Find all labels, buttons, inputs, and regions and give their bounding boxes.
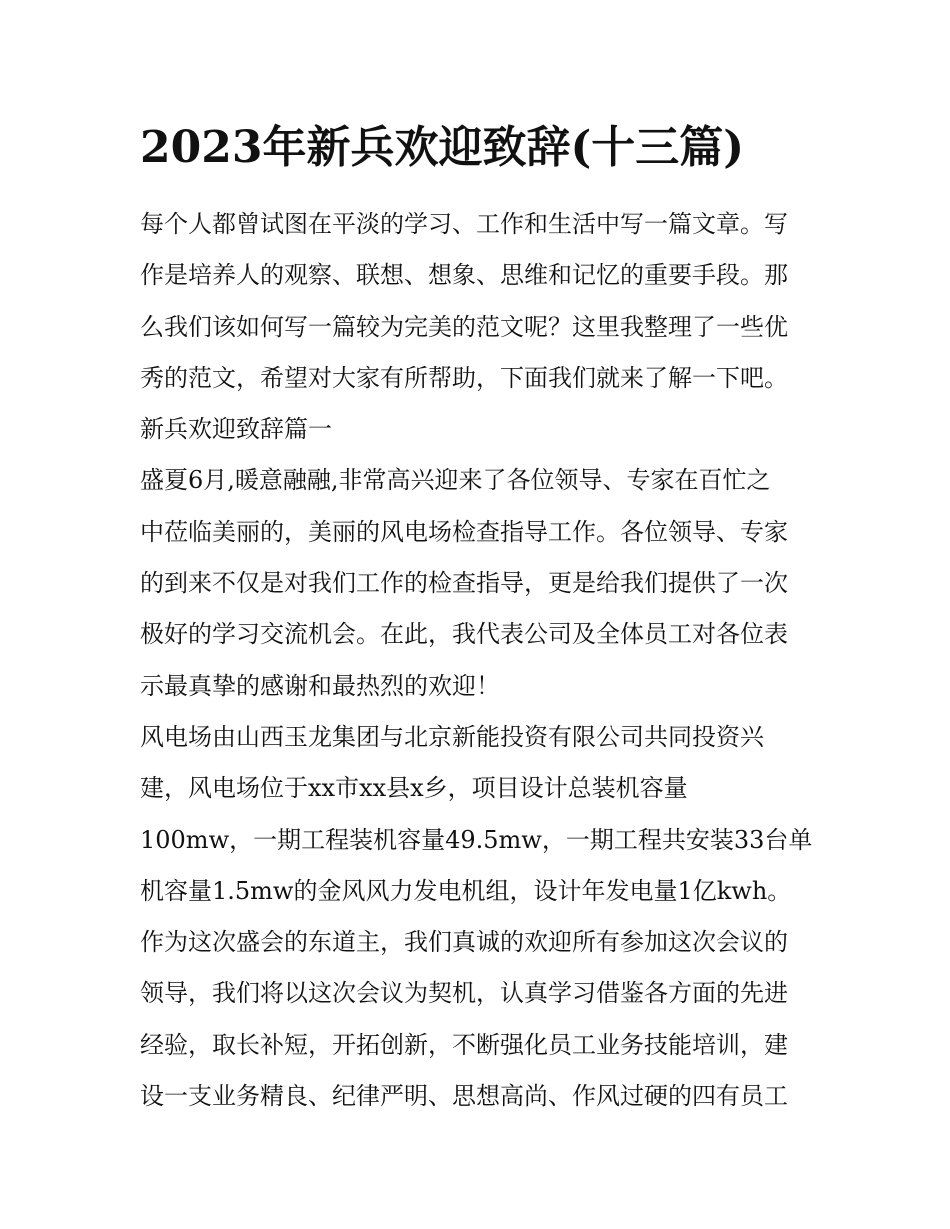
body-line: 作是培养人的观察、联想、想象、思维和记忆的重要手段。那 (140, 261, 788, 290)
body-line: 的到来不仅是对我们工作的检查指导，更是给我们提供了一次 (140, 569, 788, 598)
body-line: 么我们该如何写一篇较为完美的范文呢？这里我整理了一些优 (140, 312, 788, 341)
body-line: 中莅临美丽的，美丽的风电场检查指导工作。各位领导、专家 (140, 517, 788, 546)
document-body (140, 199, 812, 1122)
body-line: 经验，取长补短，开拓创新，不断强化员工业务技能培训，建 (140, 1030, 788, 1059)
body-line: 每个人都曾试图在平淡的学习、工作和生活中写一篇文章。写 (140, 210, 788, 238)
body-line: 示最真挚的感谢和最热烈的欢迎！ (140, 671, 500, 700)
body-line: 100mw，一期工程装机容量49.5mw，一期工程共安装33台单 (140, 825, 812, 854)
body-line: 极好的学习交流机会。在此，我代表公司及全体员工对各位表 (140, 620, 788, 649)
section-heading: 新兵欢迎致辞篇一 (140, 415, 332, 444)
body-line: 机容量1.5mw的金风风力发电机组，设计年发电量1亿kwh。 (140, 876, 792, 905)
body-line: 设一支业务精良、纪律严明、思想高尚、作风过硬的四有员工 (140, 1082, 788, 1111)
body-line: 盛夏6月,暖意融融,非常高兴迎来了各位领导、专家在百忙之 (140, 466, 771, 495)
body-line: 建，风电场位于xx市xx县x乡，项目设计总装机容量 (140, 774, 688, 803)
body-line: 领导，我们将以这次会议为契机，认真学习借鉴各方面的先进 (140, 979, 788, 1008)
document-title: 2023年新兵欢迎致辞(十三篇) (140, 122, 745, 173)
body-line: 风电场由山西玉龙集团与北京新能投资有限公司共同投资兴 (140, 722, 764, 751)
body-line: 秀的范文，希望对大家有所帮助，下面我们就来了解一下吧。 (140, 363, 788, 392)
body-line: 作为这次盛会的东道主，我们真诚的欢迎所有参加这次会议的 (140, 928, 788, 957)
